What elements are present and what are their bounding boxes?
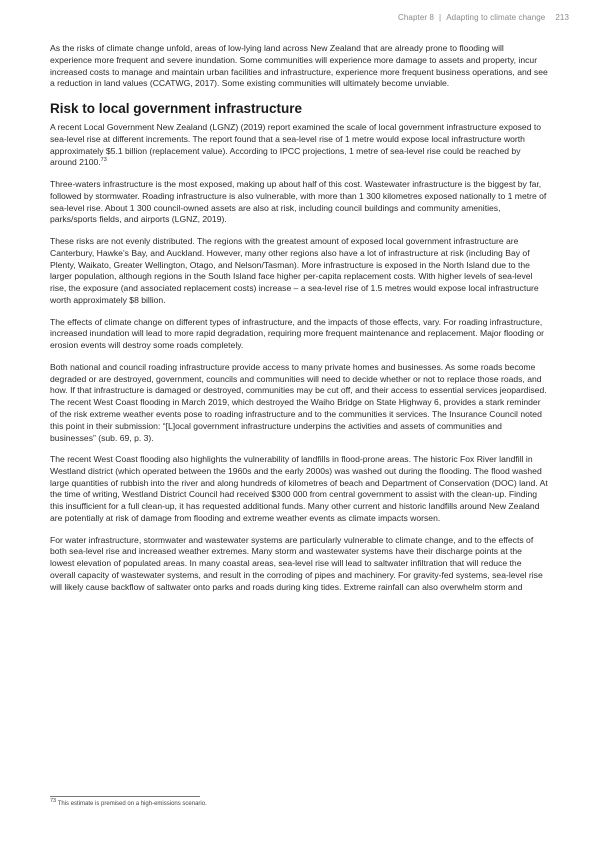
chapter-label: Chapter 8 <box>398 13 435 22</box>
page-body <box>50 43 548 603</box>
header-separator: | <box>439 13 442 22</box>
paragraph-three-waters: Three-waters infrastructure is the most exposed, making up about half of this cost. Wastewater infrastructure is the biggest by far, followed by stormwater. Roading infrastructure is also vulnerable, with more than 1 300 kilometres exposed nationally to 1 metre of sea-level rise. About 1 300 council-owned assets are also at risk, including council buildings and community amenities, parks/sports fields, and airports (LGNZ, 2019). <box>50 178 547 225</box>
section-heading: Risk to local government infrastructure <box>50 100 303 116</box>
paragraph-text: A recent Local Government New Zealand (LGNZ) (2019) report examined the scale of local government infrastructure exposed to sea-level rise at different increments. The report found that a sea-level rise of 1 metre would expose local infrastructure worth approximately $5.1 billion (replacement value). According to IPCC projections, 1 metre of sea-level rise could be reached by around 2100. <box>50 121 542 168</box>
footnote-text: This estimate is premised on a high-emissions scenario. <box>57 801 207 807</box>
paragraph-lgnz-report <box>50 122 548 169</box>
footnote-divider <box>50 796 200 797</box>
page-number: 213 <box>555 13 569 22</box>
paragraph-road-access: Both national and council roading infrastructure provide access to many private homes and businesses. As some roads become degraded or are destroyed, government, councils and communities will need to decide whether or not to replace those roads, and how. If that infrastructure is damaged or destroyed, communities may be cut off, and their access to essential services jeopardised. The recent West Coast flooding in March 2019, which destroyed the Waiho Bridge on State Highway 6, provides a stark reminder of the risk extreme weather events pose to roading infrastructure and to the communities it services. The Insurance Council noted this point in their submission: “[L]ocal government infrastructure underpins the activities and assets of communities and businesses” (sub. 69, p. 3). <box>50 361 547 443</box>
footnote-reference[interactable]: 73 <box>100 157 107 164</box>
intro-paragraph: As the risks of climate change unfold, areas of low-lying land across New Zealand that are already prone to flooding will experience more frequent and severe inundation. Some communities will experience more damage to assets and property, incur increased costs to manage and maintain urban facilities and infrastructure, experience more frequent business operations, and see a reduction in land values (CCATWG, 2017). Some existing communities will ultimately become unviable. <box>50 43 548 89</box>
paragraph-water-infrastructure: For water infrastructure, stormwater and wastewater systems are particularly vulnerable to climate change, and to the effects of both sea-level rise and increased weather extremes. Many storm and wastewater systems have their discharge points at the lowest elevation of populated areas. In many coastal areas, sea-level rise will lead to saltwater infiltration that will reduce the overall capacity of wastewater systems, and result in the corroding of pipes and machinery. For gravity-fed systems, sea-level rise will likely cause backflow of saltwater onto parks and roads during king tides. Extreme rainfall can also overwhelm storm and <box>50 534 543 592</box>
paragraph-regional-distribution: These risks are not evenly distributed. The regions with the greatest amount of exposed local government infrastructure are Canterbury, Hawke’s Bay, and Auckland. However, many other regions also have a lot of infrastructure at risk (including Bay of Plenty, Waikato, Greater Wellington, Otago, and Nelson/Tasman). More infrastructure is exposed in the North Island due to the larger population, although regions in the South Island face higher per-capita replacement costs. With higher levels of sea-level rise, the exposure (and associated replacement costs) increase – a sea-level rise of 1.5 metres would expose local infrastructure worth approximately $8 billion. <box>50 235 539 305</box>
footnote-number: 73 <box>50 798 57 804</box>
paragraph-landfills: The recent West Coast flooding also highlights the vulnerability of landfills in flood-prone areas. The historic Fox River landfill in Westland district (which operated between the 1960s and the early 2000s) was washed out during the flooding. The flood washed large quantities of rubbish into the river and along hundreds of kilometres of beach and Department of Conservation (DOC) land. At the time of writing, Westland District Council had received $300 000 from central government to assist with the clean-up. Finding this insufficient for a full clean-up, it has requested additional funds. Many other current and historic landfills around New Zealand are potentially at risk of damage from flooding and extreme weather events as climate impacts worsen. <box>50 454 548 524</box>
running-header <box>398 13 569 22</box>
footnote <box>50 798 207 807</box>
paragraph-roading-effects: The effects of climate change on different types of infrastructure, and the impacts of those effects, vary. For roading infrastructure, increased inundation will lead to more rapid degradation, requiring more frequent maintenance and replacement. Major flooding or erosion events will destroy some roads completely. <box>50 316 544 351</box>
chapter-title: Adapting to climate change <box>446 13 546 22</box>
